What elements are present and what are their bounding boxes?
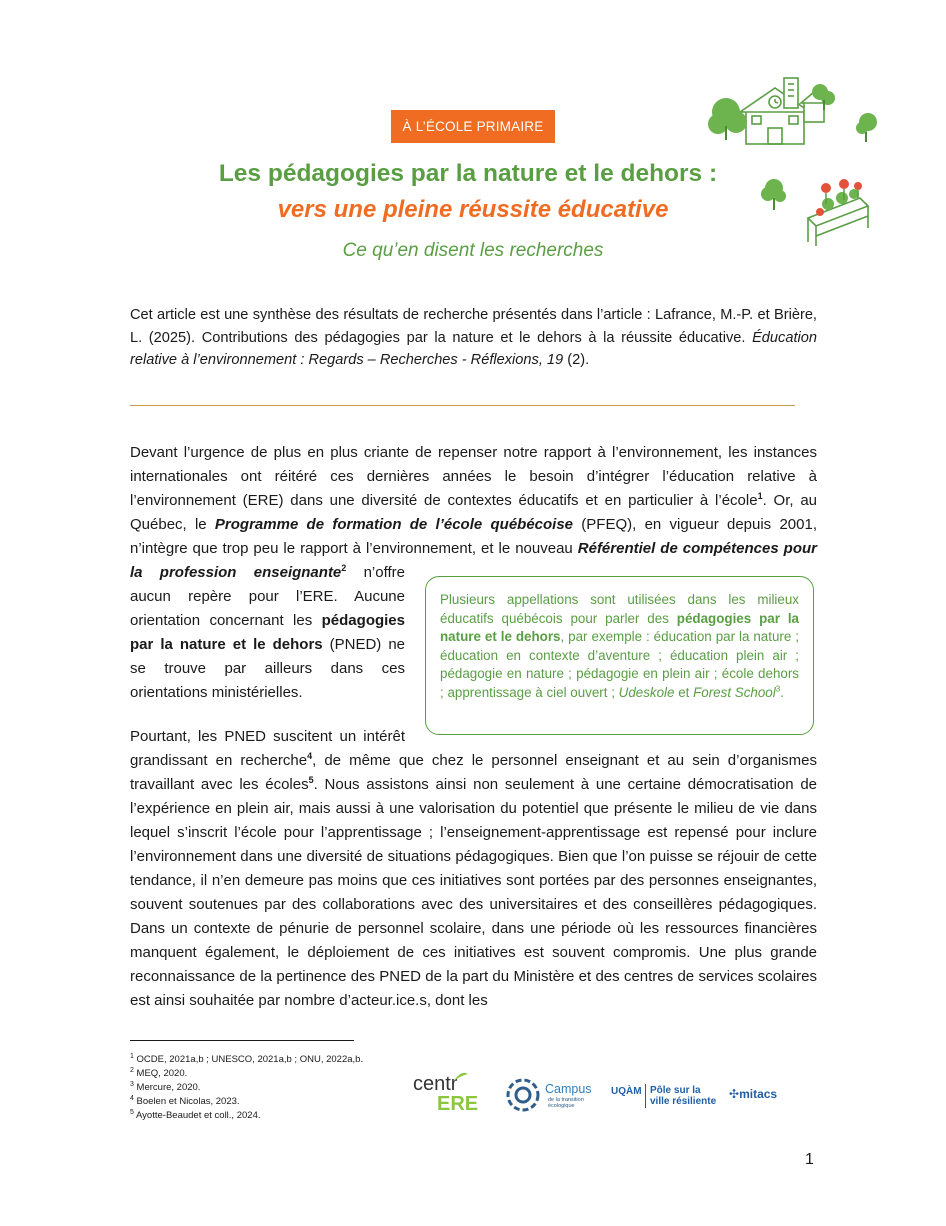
para2-text: Pourtant, les PNED suscitent un intérêt grandissant en recherche	[130, 728, 405, 769]
callout-spacer	[405, 725, 817, 749]
para1-text: n’offre aucun repère pour l’ERE. Aucune orientation concernant les	[130, 564, 405, 629]
para1-text: Devant l’urgence de plus en plus criante de repenser notre rapport à l’environnement, les instances internationales ont réitéré ces dernières années le besoin d’intégrer l’éducation relative à l’environnement (ERE) dans une diversité de contextes éducatifs et en particulier à l’école	[130, 444, 817, 509]
divider	[130, 405, 795, 406]
referentiel-title: Référentiel de compétences pour la profession enseignante	[130, 540, 817, 581]
pfeq-title: Programme de formation de l’école québécoise	[214, 516, 574, 533]
footnote-ref-2: 2	[341, 563, 347, 573]
footnote-ref-3: 3	[775, 684, 781, 694]
para1-text: (PNED) ne se trouve par ailleurs dans ces orientations ministérielles.	[130, 636, 406, 701]
section-badge: À L’ÉCOLE PRIMAIRE	[391, 110, 555, 143]
page-number: 1	[805, 1151, 814, 1168]
uqam-logo: UQÀM	[611, 1086, 642, 1097]
title-line-2: vers une pleine réussite éducative	[277, 196, 669, 223]
footnote-4: $^4$ Boelen et Nicolas, 2023.	[130, 1095, 240, 1108]
footnote-ref-1: 1	[757, 491, 763, 501]
callout-bold: pédagogies par la nature et le dehors	[440, 610, 799, 645]
callout-text: .	[780, 684, 784, 700]
para2-text: , de même que chez le personnel enseignant et au sein d’organismes travaillant avec les écoles	[130, 752, 817, 793]
callout-udeskole: Udeskole	[618, 684, 675, 700]
intro-text: Cet article est une synthèse des résultats de recherche présentés dans l’article : Lafrance, M.-P. et Brière, L. (2025). Contributions des pédagogies par la nature et le dehors à la réussite éducative.	[130, 307, 817, 346]
callout-forest-school: Forest School	[693, 684, 776, 700]
footnote-ref-4: 4	[307, 751, 313, 761]
mitacs-icon: ✣	[729, 1087, 740, 1101]
campus-icon	[506, 1078, 540, 1112]
footnote-3: $^3$ Mercure, 2020.	[130, 1081, 201, 1094]
callout-box	[425, 576, 814, 735]
para2-text: . Nous assistons ainsi non seulement à une certaine démocratisation de l’expérience en plein air, mais aussi à une valorisation du potentiel que présente le milieu de vie dans lequel s’inscrit l’école pour l’apprentissage ; l’enseignement-apprentissage est repensé pour inclure l’environnement dans une diversité de situations pédagogiques. Bien que l’on puisse se réjouir de cette tendance, il n’en demeure pas moins que ces initiatives sont portées par des personnes enseignantes, souvent soutenues par des collaborations avec des universitaires et des conseillères pédagogiques. Dans un contexte de pénurie de personnel scolaire, dans une période où les ressources financières manquent également, le déploiement de ces initiatives est souvent compromis. Une plus grande reconnaissance de la pertinence des PNED de la part du Ministère et des centres de services scolaires est ainsi souhaitée par nombre d’acteur.ice.s, dont les	[130, 776, 817, 1009]
uqam-separator	[645, 1084, 646, 1108]
footnote-2: $^2$ MEQ, 2020.	[130, 1067, 188, 1080]
centre-ere-logo: centr ERE	[413, 1073, 479, 1115]
para1-text: (PFEQ), en vigueur depuis 2001, n’intègre que trop peu le rapport à l’environnement, et le nouveau	[130, 516, 817, 557]
title-line-1: Les pédagogies par la nature et le dehors :	[218, 160, 718, 187]
school-nature-illustration	[700, 70, 890, 250]
intro-text-end: (2).	[563, 352, 590, 368]
pned-term: pédagogies par la nature et le dehors	[130, 612, 405, 653]
intro-citation	[130, 304, 817, 372]
intro-journal: Éducation relative à l’environnement : Regards – Recherches - Réflexions, 19	[130, 329, 817, 368]
footnote-rule	[130, 1040, 354, 1041]
callout-text: et	[674, 684, 694, 700]
mitacs-logo: ✣mitacs	[729, 1087, 778, 1101]
callout-text: , par exemple : éducation par la nature ; éducation en contexte d’aventure ; éducation plein air ; pédagogie en nature ; pédagogie en plein air ; école dehors ; apprentissage à ciel ouvert ;	[440, 629, 799, 700]
pole-logo: Pôle sur la ville résiliente	[650, 1085, 717, 1107]
paragraph-2	[130, 725, 817, 1013]
footnote-1: $^1$ OCDE, 2021a,b ; UNESCO, 2021a,b ; ONU, 2022a,b.	[130, 1053, 364, 1066]
footnote-ref-5: 5	[308, 775, 314, 785]
campus-logo: Campus de la transition écologique	[506, 1078, 540, 1117]
para1-text: . Or, au Québec, le	[130, 492, 817, 533]
footnote-5: $^5$ Ayotte-Beaudet et coll., 2024.	[130, 1109, 261, 1122]
subtitle: Ce qu’en disent les recherches	[342, 240, 604, 261]
callout-text: Plusieurs appellations sont utilisées dans les milieux éducatifs québécois pour parler des	[440, 592, 799, 626]
